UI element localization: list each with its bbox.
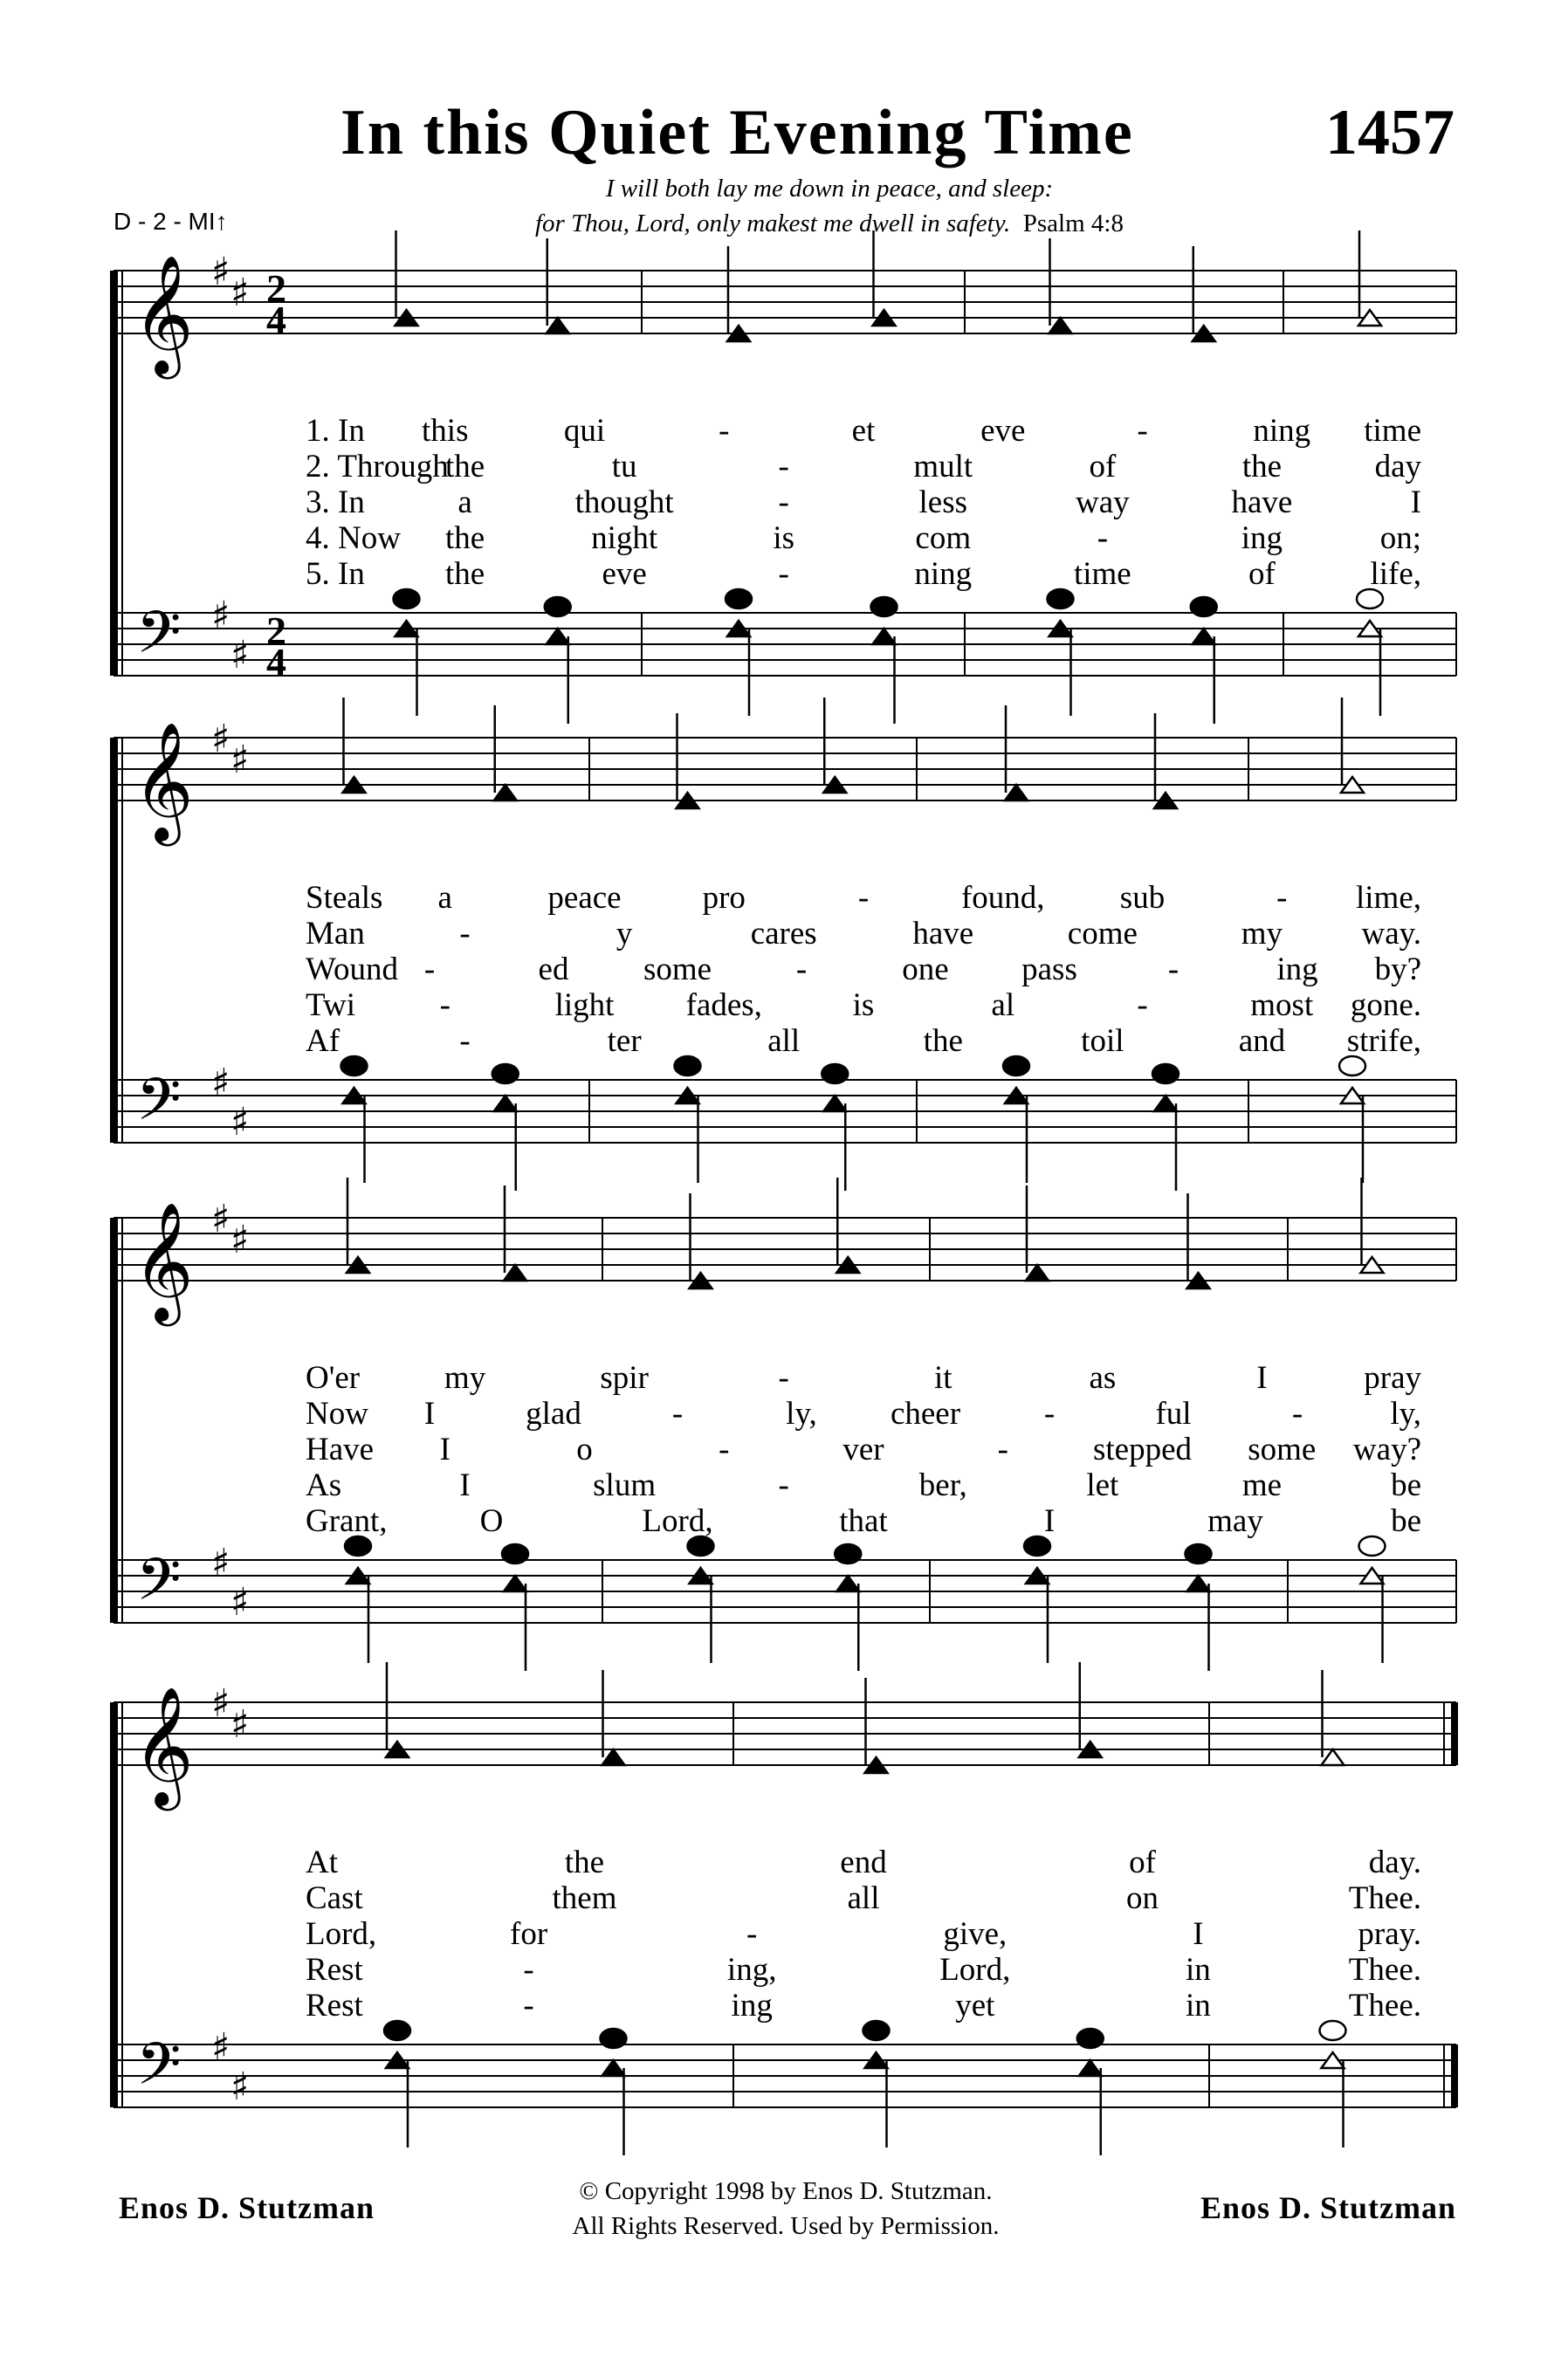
lyric-syllable: be	[1391, 1467, 1421, 1503]
lyric-syllable: eve	[602, 556, 647, 592]
lyric-syllable: ber,	[918, 1467, 967, 1503]
key-sharp: ♯	[211, 1197, 230, 1241]
lyric-syllable: Man	[306, 916, 365, 952]
key-sharp: ♯	[230, 2065, 250, 2109]
system-bracket	[110, 1702, 118, 2107]
note-head	[1152, 1064, 1179, 1083]
lyric-syllable: 5. In	[306, 556, 365, 592]
time-signature-bottom: 4	[266, 640, 286, 684]
time-signature-top: 2	[266, 608, 286, 653]
lyric-syllable: -	[778, 1360, 789, 1396]
lyric-syllable: al	[991, 987, 1015, 1023]
lyric-syllable: some	[1248, 1432, 1317, 1467]
lyric-syllable: as	[1089, 1360, 1117, 1396]
lyric-syllable: -	[778, 449, 789, 484]
lyric-syllable: Wound	[306, 952, 398, 987]
hymn-number: 1457	[1325, 97, 1455, 168]
epigraph-text-2: for Thou, Lord, only makest me dwell in safety.	[535, 210, 1011, 237]
lyric-syllable: in	[1186, 1988, 1211, 2024]
time-signature-bottom: 4	[266, 298, 286, 342]
music-author: Enos D. Stutzman	[1200, 2190, 1456, 2225]
lyric-syllable: give,	[943, 1916, 1008, 1952]
shape-note-head	[823, 1096, 846, 1111]
key-sharp: ♯	[211, 250, 230, 294]
lyric-syllable: -	[523, 1988, 534, 2024]
lyric-syllable: gone.	[1350, 987, 1421, 1023]
time-signature-top: 2	[266, 266, 286, 311]
lyric-syllable: -	[1097, 520, 1109, 556]
lyric-syllable: ly,	[1390, 1396, 1421, 1432]
lyric-syllable: -	[1043, 1396, 1056, 1432]
note-head	[1191, 597, 1217, 616]
note-head	[1024, 1536, 1050, 1556]
note-head	[345, 1536, 371, 1556]
lyric-syllable: is	[852, 987, 875, 1023]
lyric-syllable: toil	[1081, 1023, 1124, 1059]
lyric-syllable: in	[1186, 1952, 1211, 1988]
note-head	[545, 597, 571, 616]
lyric-syllable: spir	[600, 1360, 649, 1396]
lyric-syllable: I	[1043, 1503, 1056, 1539]
lyric-syllable: ly,	[786, 1396, 817, 1432]
note-head	[1359, 1536, 1386, 1556]
note-head	[1048, 589, 1074, 608]
note-head	[601, 2029, 627, 2048]
key-sharp: ♯	[211, 1681, 230, 1726]
lyric-syllable: way.	[1361, 916, 1421, 952]
lyric-syllable: cares	[750, 916, 817, 952]
lyric-syllable: all	[767, 1023, 801, 1059]
lyric-syllable: time	[1073, 556, 1131, 592]
lyric-syllable: a	[457, 484, 472, 520]
lyric-syllable: Grant,	[306, 1503, 388, 1539]
lyric-syllable: some	[643, 952, 712, 987]
epigraph-text-1: I will both lay me down in peace, and sleep:	[605, 175, 1054, 203]
lyric-syllable: -	[439, 987, 450, 1023]
lyric-syllable: the	[444, 520, 485, 556]
note-head	[384, 2021, 410, 2040]
lyric-syllable: be	[1391, 1503, 1421, 1539]
lyric-syllable: -	[778, 484, 789, 520]
tune-code: D - 2 - MI↑	[113, 208, 228, 235]
lyric-syllable: qui	[563, 413, 606, 449]
lyric-syllable: At	[306, 1845, 338, 1880]
words-author: Enos D. Stutzman	[119, 2190, 375, 2225]
note-head	[835, 1544, 861, 1563]
lyric-syllable: I	[439, 1432, 450, 1467]
shape-note-head	[1049, 318, 1072, 333]
lyric-syllable: end	[840, 1845, 887, 1880]
lyric-syllable: -	[1276, 880, 1288, 916]
note-head	[863, 2021, 890, 2040]
shape-note-head	[1187, 1576, 1210, 1591]
shape-note-head	[494, 1096, 517, 1111]
lyric-syllable: ing	[1276, 952, 1318, 987]
lyric-syllable: may	[1207, 1503, 1263, 1539]
lyric-syllable: stepped	[1092, 1432, 1193, 1467]
lyric-syllable: I	[1410, 484, 1421, 520]
lyric-syllable: 2. Through	[306, 449, 449, 484]
key-sharp: ♯	[211, 1061, 230, 1105]
lyric-syllable: Thee.	[1348, 1880, 1421, 1916]
lyric-syllable: by?	[1374, 952, 1421, 987]
note-head	[1339, 1056, 1365, 1075]
lyric-syllable: -	[1137, 987, 1148, 1023]
lyric-syllable: 1. In	[306, 413, 365, 449]
lyric-syllable: com	[915, 520, 972, 556]
lyric-syllable: Cast	[306, 1880, 363, 1916]
note-head	[726, 589, 752, 608]
bass-clef-icon: 𝄢	[136, 1546, 182, 1627]
lyric-syllable: -	[778, 556, 789, 592]
note-head	[1077, 2029, 1104, 2048]
lyric-syllable: slum	[593, 1467, 657, 1503]
lyric-syllable: O'er	[306, 1360, 361, 1396]
bass-clef-icon: 𝄢	[136, 599, 182, 680]
lyric-syllable: -	[1137, 413, 1148, 449]
lyric-syllable: ver	[842, 1432, 884, 1467]
lyric-syllable: -	[459, 916, 471, 952]
lyric-syllable: Lord,	[939, 1952, 1011, 1988]
lyric-syllable: for	[510, 1916, 548, 1952]
lyric-syllable: the	[1241, 449, 1283, 484]
lyric-syllable: 4. Now	[306, 520, 401, 556]
key-sharp: ♯	[230, 738, 250, 782]
lyric-syllable: have	[1231, 484, 1293, 520]
shape-note-head	[602, 2060, 625, 2076]
lyric-syllable: that	[839, 1503, 888, 1539]
lyric-syllable: it	[934, 1360, 952, 1396]
note-head	[1357, 589, 1383, 608]
hymn-title: In this Quiet Evening Time	[340, 97, 1134, 168]
lyric-syllable: ing	[731, 1988, 773, 2024]
lyric-syllable: this	[422, 413, 469, 449]
lyric-syllable: most	[1250, 987, 1314, 1023]
lyric-syllable: Have	[306, 1432, 375, 1467]
lyric-syllable: and	[1238, 1023, 1286, 1059]
lyric-syllable: my	[1241, 916, 1283, 952]
lyric-syllable: Thee.	[1348, 1952, 1421, 1988]
shape-note-head	[836, 1576, 859, 1591]
key-sharp: ♯	[230, 1580, 250, 1625]
lyric-syllable: Af	[306, 1023, 340, 1059]
lyric-syllable: pray.	[1358, 1916, 1421, 1952]
shape-note-head	[1193, 629, 1215, 644]
lyric-syllable: ing	[1241, 520, 1283, 556]
shape-note-head	[1005, 785, 1028, 801]
copyright-line-1: © Copyright 1998 by Enos D. Stutzman.	[579, 2177, 993, 2205]
lyric-syllable: Thee.	[1348, 1988, 1421, 2024]
lyric-syllable: y	[616, 916, 633, 952]
key-sharp: ♯	[211, 594, 230, 638]
shape-note-head	[1079, 2060, 1102, 2076]
note-head	[675, 1056, 701, 1075]
lyric-syllable: eve	[980, 413, 1026, 449]
shape-note-head	[602, 1749, 625, 1765]
lyric-syllable: life,	[1370, 556, 1421, 592]
scripture-reference: Psalm 4:8	[1022, 210, 1124, 237]
lyric-syllable: time	[1364, 413, 1421, 449]
lyric-syllable: come	[1067, 916, 1138, 952]
lyric-syllable: -	[719, 413, 730, 449]
lyric-syllable: thought	[574, 484, 674, 520]
shape-note-head	[504, 1265, 526, 1281]
lyric-syllable: mult	[913, 449, 973, 484]
lyric-syllable: ning	[1253, 413, 1311, 449]
note-head	[1186, 1544, 1212, 1563]
lyric-syllable: sub	[1119, 880, 1166, 916]
lyric-syllable: the	[564, 1845, 605, 1880]
lyric-syllable: pray	[1364, 1360, 1421, 1396]
bass-clef-icon: 𝄢	[136, 2031, 182, 2112]
system-bracket	[110, 738, 118, 1143]
lyric-syllable: pass	[1021, 952, 1077, 987]
lyric-syllable: the	[444, 556, 485, 592]
lyric-syllable: peace	[547, 880, 622, 916]
note-head	[341, 1056, 368, 1075]
treble-clef-icon: 𝄞	[133, 1685, 194, 1805]
lyric-syllable: found,	[960, 880, 1045, 916]
bass-clef-icon: 𝄢	[136, 1066, 182, 1147]
lyric-syllable: them	[552, 1880, 617, 1916]
lyric-syllable: a	[437, 880, 452, 916]
lyric-syllable: me	[1241, 1467, 1283, 1503]
lyric-syllable: all	[847, 1880, 880, 1916]
lyric-syllable: -	[459, 1023, 471, 1059]
lyric-syllable: pro	[702, 880, 746, 916]
copyright-notice	[489, 2174, 1083, 2244]
note-head	[822, 1064, 848, 1083]
note-head	[1320, 2021, 1346, 2040]
note-head	[394, 589, 420, 608]
shape-note-head	[873, 629, 896, 644]
lyric-syllable: lime,	[1355, 880, 1421, 916]
system-bracket	[110, 271, 118, 676]
lyric-syllable: night	[591, 520, 658, 556]
note-head	[688, 1536, 714, 1556]
shape-note-head	[494, 785, 517, 801]
note-head	[502, 1544, 528, 1563]
shape-note-head	[547, 629, 569, 644]
copyright-line-2: All Rights Reserved. Used by Permission.	[572, 2212, 1000, 2240]
lyric-syllable: As	[306, 1467, 342, 1503]
lyric-syllable: -	[997, 1432, 1008, 1467]
lyric-syllable: yet	[955, 1988, 995, 2024]
lyric-syllable: Rest	[306, 1988, 363, 2024]
lyric-syllable: -	[671, 1396, 684, 1432]
lyric-syllable: of	[1129, 1845, 1156, 1880]
shape-note-head	[547, 318, 569, 333]
lyric-syllable: way	[1076, 484, 1130, 520]
lyric-syllable: the	[444, 449, 485, 484]
lyric-syllable: tu	[611, 449, 637, 484]
lyric-syllable: 3. In	[306, 484, 365, 520]
lyric-syllable: Twi	[306, 987, 356, 1023]
lyric-syllable: O	[479, 1503, 504, 1539]
key-sharp: ♯	[211, 2025, 230, 2070]
lyric-syllable: I	[423, 1396, 436, 1432]
treble-clef-icon: 𝄞	[133, 1200, 194, 1321]
lyric-syllable: of	[1089, 449, 1117, 484]
lyric-syllable: less	[918, 484, 968, 520]
key-sharp: ♯	[230, 633, 250, 677]
lyric-syllable: -	[719, 1432, 730, 1467]
treble-clef-icon: 𝄞	[133, 253, 194, 374]
lyric-syllable: Now	[306, 1396, 368, 1432]
lyric-syllable: let	[1086, 1467, 1119, 1503]
lyric-syllable: on	[1126, 1880, 1159, 1916]
lyric-syllable: ning	[914, 556, 973, 592]
lyric-syllable: -	[1291, 1396, 1303, 1432]
lyric-syllable: ter	[607, 1023, 642, 1059]
lyric-syllable: my	[444, 1360, 486, 1396]
note-head	[1003, 1056, 1029, 1075]
lyric-syllable: Lord,	[642, 1503, 713, 1539]
lyric-syllable: strife,	[1346, 1023, 1421, 1059]
lyric-syllable: of	[1248, 556, 1276, 592]
lyric-syllable: on;	[1379, 520, 1421, 556]
key-sharp: ♯	[211, 1541, 230, 1585]
shape-note-head	[504, 1576, 526, 1591]
lyric-syllable: ed	[538, 952, 569, 987]
lyric-syllable: et	[851, 413, 876, 449]
lyric-syllable: way?	[1352, 1432, 1421, 1467]
key-sharp: ♯	[230, 1218, 250, 1262]
lyric-syllable: glad	[526, 1396, 581, 1432]
system-bracket	[110, 1218, 118, 1623]
lyric-syllable: ing,	[726, 1952, 777, 1988]
shape-note-head	[1322, 1749, 1344, 1765]
final-barline-thick	[1451, 2044, 1458, 2107]
lyric-syllable: -	[857, 880, 870, 916]
lyric-syllable: -	[1167, 952, 1179, 987]
lyric-syllable: fades,	[685, 987, 762, 1023]
lyric-syllable: one	[902, 952, 949, 987]
lyric-syllable: Lord,	[306, 1916, 377, 1952]
lyric-syllable: -	[795, 952, 808, 987]
final-barline-thick	[1451, 1702, 1458, 1765]
shape-note-head	[1026, 1265, 1049, 1281]
lyric-syllable: -	[423, 952, 436, 987]
key-sharp: ♯	[230, 1702, 250, 1747]
treble-clef-icon: 𝄞	[133, 720, 194, 841]
lyric-syllable: day	[1374, 449, 1421, 484]
lyric-syllable: I	[1256, 1360, 1268, 1396]
lyric-syllable: Rest	[306, 1952, 363, 1988]
shape-note-head	[1154, 1096, 1177, 1111]
lyric-syllable: -	[778, 1467, 789, 1503]
lyric-syllable: -	[746, 1916, 758, 1952]
lyric-syllable: I	[1193, 1916, 1204, 1952]
lyric-syllable: have	[912, 916, 974, 952]
lyric-syllable: day.	[1368, 1845, 1421, 1880]
lyric-syllable: the	[923, 1023, 963, 1059]
key-sharp: ♯	[230, 1100, 250, 1144]
lyric-syllable: I	[459, 1467, 471, 1503]
note-head	[871, 597, 897, 616]
lyric-syllable: o	[576, 1432, 593, 1467]
lyric-syllable: cheer	[890, 1396, 961, 1432]
lyric-syllable: ful	[1155, 1396, 1192, 1432]
key-sharp: ♯	[230, 271, 250, 315]
lyric-syllable: is	[773, 520, 795, 556]
note-head	[492, 1064, 519, 1083]
lyric-syllable: light	[554, 987, 615, 1023]
lyric-syllable: Steals	[306, 880, 383, 916]
lyric-syllable: -	[523, 1952, 534, 1988]
key-sharp: ♯	[211, 717, 230, 761]
